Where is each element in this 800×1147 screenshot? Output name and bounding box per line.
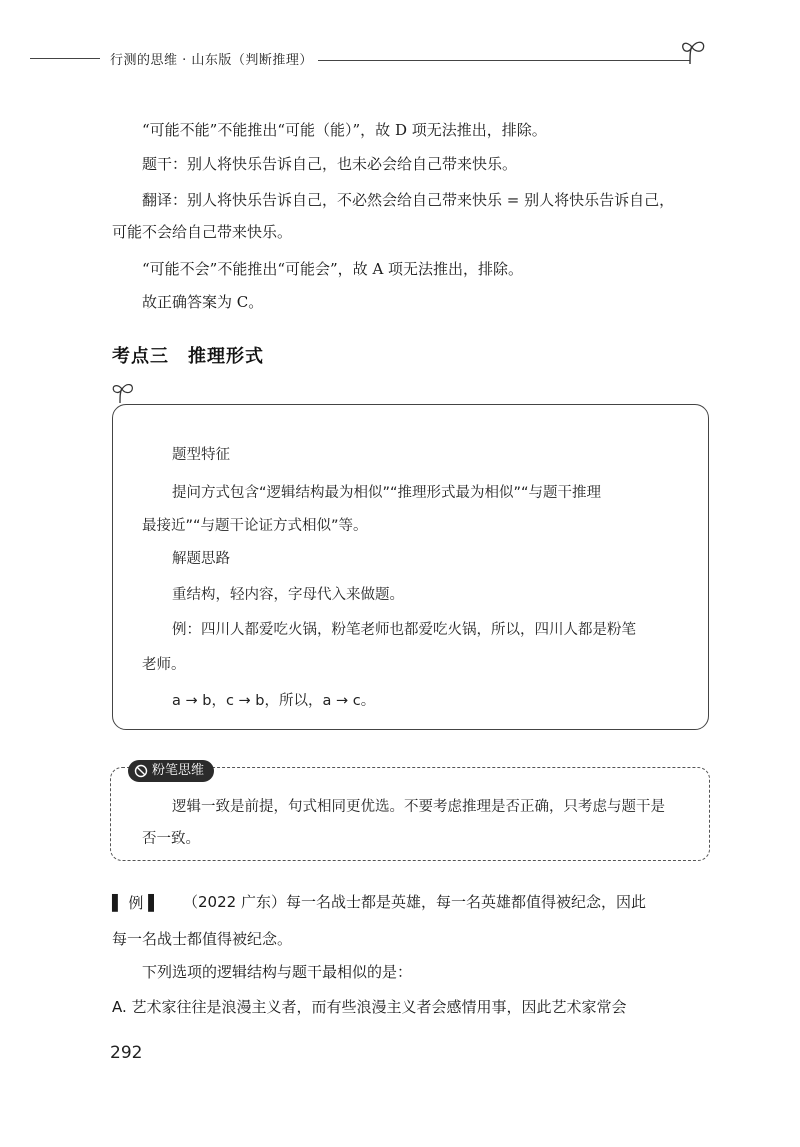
header-rule-left [30, 58, 100, 59]
body-line-2: 题干：别人将快乐告诉自己，也未必会给自己带来快乐。 [142, 155, 518, 173]
thinking-line-2: 否一致。 [142, 831, 200, 847]
example-line-1: 例：四川人都爱吃火锅，粉笔老师也都爱吃火锅，所以，四川人都是粉笔 [172, 622, 636, 638]
sprout-icon [110, 381, 136, 403]
thinking-line-1: 逻辑一致是前提，句式相同更优选。不要考虑推理是否正确，只考虑与题干是 [172, 799, 665, 815]
running-header: 行测的思维 · 山东版（判断推理） [110, 53, 313, 68]
thinking-badge-label: 粉笔思维 [152, 763, 205, 778]
example-line-1-rest: （2022 广东）每一名战士都是英雄，每一名英雄都值得被纪念，因此 [183, 893, 646, 911]
example-label: ▌ 例 ▌ [112, 894, 160, 912]
page-number: 292 [110, 1043, 143, 1063]
thinking-badge [128, 760, 214, 782]
approach-heading: 解题思路 [172, 551, 230, 567]
example-line-2: 老师。 [142, 657, 186, 673]
feature-para-line-2: 最接近”“与题干论证方式相似”等。 [142, 518, 368, 534]
feature-heading: 题型特征 [172, 447, 230, 463]
feature-para-line-1: 提问方式包含“逻辑结构最为相似”“推理形式最为相似”“与题干推理 [172, 485, 602, 501]
body-line-3: 翻译：别人将快乐告诉自己，不必然会给自己带来快乐 = 别人将快乐告诉自己， [142, 191, 675, 209]
example-label-text: 例 [128, 894, 144, 912]
no-sign-icon [134, 764, 148, 778]
body-line-5: “可能不会”不能推出“可能会”，故 A 项无法推出，排除。 [142, 260, 524, 278]
body-line-6: 故正确答案为 C。 [142, 293, 264, 311]
example-line-2: 每一名战士都值得被纪念。 [112, 930, 293, 948]
question-stem: 下列选项的逻辑结构与题干最相似的是： [142, 963, 413, 981]
body-line-1: “可能不能”不能推出“可能（能）”，故 D 项无法推出，排除。 [142, 121, 547, 139]
formula: a → b，c → b，所以，a → c。 [172, 693, 376, 709]
header-rule-right [318, 60, 690, 61]
approach-para: 重结构，轻内容，字母代入来做题。 [172, 587, 404, 603]
option-a: A. 艺术家往往是浪漫主义者，而有些浪漫主义者会感情用事，因此艺术家常会 [112, 998, 627, 1016]
sprout-icon [678, 38, 710, 64]
body-line-4: 可能不会给自己带来快乐。 [112, 223, 293, 241]
section-title: 考点三 推理形式 [112, 346, 264, 367]
